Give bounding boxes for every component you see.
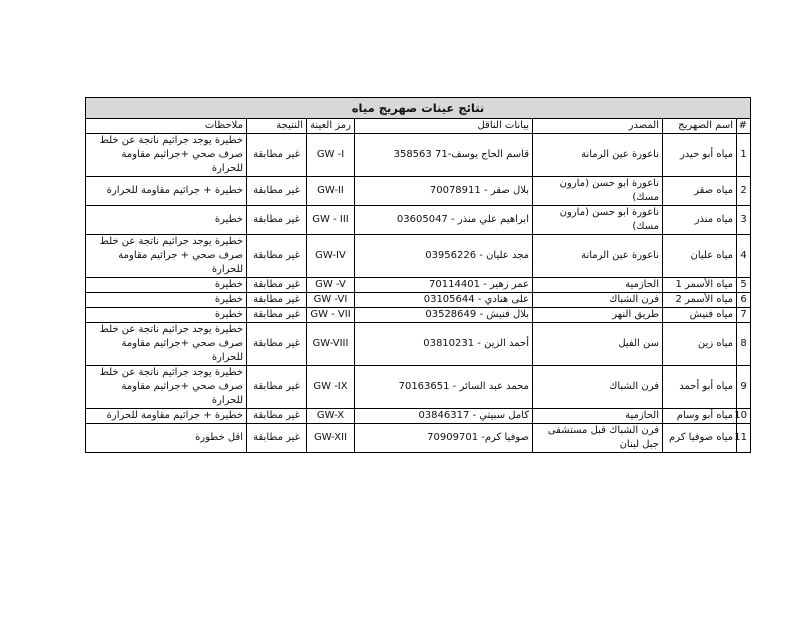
driver-cell: قاسم الحاج يوسف-71 358563 bbox=[355, 134, 533, 177]
tank-name: مياه عليان bbox=[663, 235, 737, 278]
table-row bbox=[86, 235, 751, 278]
header-driver: بيانات الناقل bbox=[355, 119, 533, 134]
tank-name: مياه زين bbox=[663, 323, 737, 366]
row-number: 5 bbox=[737, 278, 751, 293]
source-cell: فرن الشباك قبل مستشفى جبل لبنان bbox=[533, 424, 663, 453]
result-cell: غير مطابقة bbox=[247, 323, 307, 366]
notes-cell: خطيرة + جراثيم مقاومة للحرارة bbox=[86, 409, 247, 424]
row-number: 1 bbox=[737, 134, 751, 177]
source-cell: سن الفيل bbox=[533, 323, 663, 366]
result-cell: غير مطابقة bbox=[247, 308, 307, 323]
tank-name: مياه أبو وسام bbox=[663, 409, 737, 424]
result-cell: غير مطابقة bbox=[247, 278, 307, 293]
sample-code: GW - VII bbox=[307, 308, 355, 323]
notes-cell: خطيرة يوجد جراثيم ناتجة عن خلط صرف صحي +جراثيم مقاومة للحرارة bbox=[86, 134, 247, 177]
table-row bbox=[86, 409, 751, 424]
tank-name: مياه فنيش bbox=[663, 308, 737, 323]
sample-code: GW-X bbox=[307, 409, 355, 424]
table-row bbox=[86, 134, 751, 177]
source-cell: الحازمية bbox=[533, 409, 663, 424]
row-number: 4 bbox=[737, 235, 751, 278]
notes-cell: خطيرة يوجد جراثيم ناتجة عن خلط صرف صحي + جراثيم مقاومة للحرارة bbox=[86, 235, 247, 278]
table-row bbox=[86, 206, 751, 235]
driver-cell: كامل سبيتي - 03846317 bbox=[355, 409, 533, 424]
source-cell: فرن الشباك bbox=[533, 293, 663, 308]
results-sheet bbox=[85, 97, 750, 453]
header-notes: ملاحظات bbox=[86, 119, 247, 134]
row-number: 2 bbox=[737, 177, 751, 206]
table-row bbox=[86, 424, 751, 453]
notes-cell: خطيرة bbox=[86, 278, 247, 293]
result-cell: غير مطابقة bbox=[247, 366, 307, 409]
notes-cell: خطيرة bbox=[86, 308, 247, 323]
notes-cell: خطيرة يوجد جراثيم ناتجة عن خلط صرف صحي +جراثيم مقاومة للحرارة bbox=[86, 323, 247, 366]
driver-cell: عمر زهير - 70114401 bbox=[355, 278, 533, 293]
table-row bbox=[86, 323, 751, 366]
table-row bbox=[86, 293, 751, 308]
notes-cell: خطيرة bbox=[86, 206, 247, 235]
tank-name: مياه صقر bbox=[663, 177, 737, 206]
result-cell: غير مطابقة bbox=[247, 424, 307, 453]
row-number: 10 bbox=[737, 409, 751, 424]
header-row bbox=[86, 119, 751, 134]
row-number: 3 bbox=[737, 206, 751, 235]
tank-name: مياه صوفيا كرم bbox=[663, 424, 737, 453]
sample-code: GW-II bbox=[307, 177, 355, 206]
results-table bbox=[85, 97, 751, 453]
driver-cell: صوفيا كرم- 70909701 bbox=[355, 424, 533, 453]
driver-cell: محمد عبد السائر - 70163651 bbox=[355, 366, 533, 409]
header-name: اسم الصهريج bbox=[663, 119, 737, 134]
notes-cell: خطيرة يوجد جراثيم ناتجة عن خلط صرف صحي +جراثيم مقاومة للحرارة bbox=[86, 366, 247, 409]
table-body bbox=[86, 134, 751, 453]
source-cell: ناعورة عين الرمانة bbox=[533, 235, 663, 278]
tank-name: مياه أبو حيدر bbox=[663, 134, 737, 177]
notes-cell: خطيرة + جراثيم مقاومة للحرارة bbox=[86, 177, 247, 206]
source-cell: فرن الشباك bbox=[533, 366, 663, 409]
sample-code: GW-VIII bbox=[307, 323, 355, 366]
driver-cell: مجد عليان - 03956226 bbox=[355, 235, 533, 278]
header-source: المصدر bbox=[533, 119, 663, 134]
tank-name: مياه أبو أحمد bbox=[663, 366, 737, 409]
notes-cell: خطيرة bbox=[86, 293, 247, 308]
source-cell: ناعورة ابو حسن (مارون مسك) bbox=[533, 206, 663, 235]
result-cell: غير مطابقة bbox=[247, 293, 307, 308]
source-cell: الحازمية bbox=[533, 278, 663, 293]
sample-code: GW -VI bbox=[307, 293, 355, 308]
table-title: نتائج عينات صهريج مياه bbox=[86, 98, 751, 119]
tank-name: مياه الأسمر 1 bbox=[663, 278, 737, 293]
driver-cell: ابراهيم علي منذر - 03605047 bbox=[355, 206, 533, 235]
header-code: رمز العينة bbox=[307, 119, 355, 134]
row-number: 11 bbox=[737, 424, 751, 453]
sample-code: GW - III bbox=[307, 206, 355, 235]
result-cell: غير مطابقة bbox=[247, 235, 307, 278]
header-result: النتيجة bbox=[247, 119, 307, 134]
result-cell: غير مطابقة bbox=[247, 134, 307, 177]
source-cell: ناعورة ابو حسن (مارون مسك) bbox=[533, 177, 663, 206]
driver-cell: على هنادي - 03105644 bbox=[355, 293, 533, 308]
table-row bbox=[86, 366, 751, 409]
result-cell: غير مطابقة bbox=[247, 409, 307, 424]
table-row bbox=[86, 177, 751, 206]
sample-code: GW -IX bbox=[307, 366, 355, 409]
header-no: # bbox=[737, 119, 751, 134]
tank-name: مياه منذر bbox=[663, 206, 737, 235]
sample-code: GW -V bbox=[307, 278, 355, 293]
notes-cell: اقل خطورة bbox=[86, 424, 247, 453]
row-number: 9 bbox=[737, 366, 751, 409]
source-cell: ناعورة عين الرمانة bbox=[533, 134, 663, 177]
tank-name: مياه الأسمر 2 bbox=[663, 293, 737, 308]
driver-cell: بلال فنيش - 03528649 bbox=[355, 308, 533, 323]
row-number: 7 bbox=[737, 308, 751, 323]
sample-code: GW-XII bbox=[307, 424, 355, 453]
result-cell: غير مطابقة bbox=[247, 177, 307, 206]
table-row bbox=[86, 278, 751, 293]
driver-cell: أحمد الزين - 03810231 bbox=[355, 323, 533, 366]
table-row bbox=[86, 308, 751, 323]
row-number: 8 bbox=[737, 323, 751, 366]
source-cell: طريق النهر bbox=[533, 308, 663, 323]
driver-cell: بلال صقر - 70078911 bbox=[355, 177, 533, 206]
sample-code: GW-IV bbox=[307, 235, 355, 278]
sample-code: GW -I bbox=[307, 134, 355, 177]
row-number: 6 bbox=[737, 293, 751, 308]
result-cell: غير مطابقة bbox=[247, 206, 307, 235]
